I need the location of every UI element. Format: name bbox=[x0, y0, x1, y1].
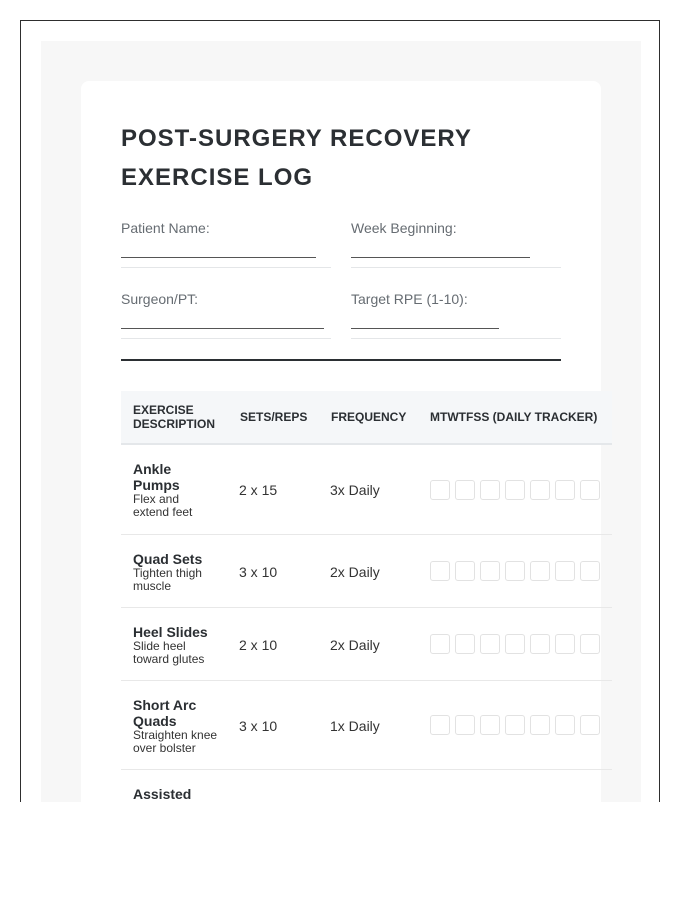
surgeon-pt-label: Surgeon/PT: bbox=[121, 291, 199, 307]
daily-tracker bbox=[430, 634, 600, 654]
col-exercise-line2: DESCRIPTION bbox=[133, 417, 216, 431]
exercise-title: Assisted bbox=[133, 786, 192, 802]
col-sets-reps: SETS/REPS bbox=[240, 410, 308, 424]
header-rule bbox=[121, 359, 561, 361]
page-frame bbox=[20, 20, 660, 802]
checkbox-sat[interactable] bbox=[555, 561, 575, 581]
checkbox-wed[interactable] bbox=[480, 561, 500, 581]
table-row bbox=[121, 445, 612, 535]
patient-name-input-line[interactable] bbox=[121, 257, 316, 258]
exercise-description: Flex and extend feet bbox=[133, 492, 193, 519]
checkbox-tue[interactable] bbox=[455, 561, 475, 581]
checkbox-mon[interactable] bbox=[430, 715, 450, 735]
exercise-title: Ankle Pumps bbox=[133, 461, 180, 493]
exercise-description: Straighten knee over bolster bbox=[133, 728, 218, 755]
page-title bbox=[121, 119, 541, 197]
exercise-name bbox=[133, 786, 223, 802]
table-row bbox=[121, 681, 612, 770]
exercise-name bbox=[133, 697, 218, 755]
frequency: 2x Daily bbox=[330, 564, 380, 580]
table-row bbox=[121, 770, 612, 802]
col-exercise-line1: EXERCISE bbox=[133, 403, 194, 417]
patient-name-label: Patient Name: bbox=[121, 220, 210, 236]
divider bbox=[351, 338, 561, 339]
checkbox-thu[interactable] bbox=[505, 480, 525, 500]
col-daily-tracker: MTWTFSS (DAILY TRACKER) bbox=[430, 410, 598, 424]
week-beginning-label: Week Beginning: bbox=[351, 220, 457, 236]
checkbox-fri[interactable] bbox=[530, 715, 550, 735]
daily-tracker bbox=[430, 715, 600, 735]
target-rpe-input-line[interactable] bbox=[351, 328, 499, 329]
exercise-title: Quad Sets bbox=[133, 551, 203, 567]
target-rpe-label: Target RPE (1-10): bbox=[351, 291, 468, 307]
frequency: 1x Daily bbox=[330, 718, 380, 734]
checkbox-fri[interactable] bbox=[530, 634, 550, 654]
exercise-name bbox=[133, 624, 223, 666]
exercise-name bbox=[133, 551, 223, 593]
exercise-name bbox=[133, 461, 203, 519]
daily-tracker bbox=[430, 561, 600, 581]
table-row bbox=[121, 535, 612, 608]
title-line-2: EXERCISE LOG bbox=[121, 164, 314, 191]
exercise-table bbox=[121, 391, 612, 802]
week-beginning-input-line[interactable] bbox=[351, 257, 530, 258]
exercise-title: Short Arc Quads bbox=[133, 697, 197, 729]
checkbox-fri[interactable] bbox=[530, 480, 550, 500]
checkbox-thu[interactable] bbox=[505, 715, 525, 735]
exercise-title: Heel Slides bbox=[133, 624, 208, 640]
checkbox-thu[interactable] bbox=[505, 634, 525, 654]
divider bbox=[121, 267, 331, 268]
checkbox-sat[interactable] bbox=[555, 480, 575, 500]
table-row bbox=[121, 608, 612, 681]
page-canvas bbox=[41, 41, 641, 802]
checkbox-tue[interactable] bbox=[455, 480, 475, 500]
exercise-log-card bbox=[81, 81, 601, 802]
target-rpe-field[interactable] bbox=[351, 291, 561, 307]
checkbox-tue[interactable] bbox=[455, 634, 475, 654]
checkbox-sat[interactable] bbox=[555, 634, 575, 654]
table-header bbox=[121, 391, 612, 445]
frequency: 3x Daily bbox=[330, 482, 380, 498]
divider bbox=[351, 267, 561, 268]
checkbox-mon[interactable] bbox=[430, 561, 450, 581]
col-frequency: FREQUENCY bbox=[331, 410, 407, 424]
surgeon-pt-input-line[interactable] bbox=[121, 328, 324, 329]
checkbox-mon[interactable] bbox=[430, 480, 450, 500]
checkbox-fri[interactable] bbox=[530, 561, 550, 581]
checkbox-sat[interactable] bbox=[555, 715, 575, 735]
checkbox-tue[interactable] bbox=[455, 715, 475, 735]
checkbox-mon[interactable] bbox=[430, 634, 450, 654]
sets-reps: 2 x 15 bbox=[239, 482, 278, 498]
checkbox-wed[interactable] bbox=[480, 634, 500, 654]
checkbox-sun[interactable] bbox=[580, 561, 600, 581]
title-line-1: POST-SURGERY RECOVERY bbox=[121, 125, 472, 152]
exercise-description: Slide heel toward glutes bbox=[133, 639, 205, 666]
divider bbox=[121, 338, 331, 339]
checkbox-sun[interactable] bbox=[580, 480, 600, 500]
sets-reps: 3 x 10 bbox=[239, 564, 278, 580]
col-exercise-description bbox=[133, 403, 215, 431]
sets-reps: 3 x 10 bbox=[239, 718, 278, 734]
exercise-description: Tighten thigh muscle bbox=[133, 566, 202, 593]
week-beginning-field[interactable] bbox=[351, 220, 561, 236]
checkbox-wed[interactable] bbox=[480, 480, 500, 500]
checkbox-sun[interactable] bbox=[580, 634, 600, 654]
sets-reps: 2 x 10 bbox=[239, 637, 278, 653]
frequency: 2x Daily bbox=[330, 637, 380, 653]
surgeon-pt-field[interactable] bbox=[121, 291, 331, 307]
patient-name-field[interactable] bbox=[121, 220, 331, 236]
checkbox-sun[interactable] bbox=[580, 715, 600, 735]
checkbox-thu[interactable] bbox=[505, 561, 525, 581]
checkbox-wed[interactable] bbox=[480, 715, 500, 735]
daily-tracker bbox=[430, 480, 600, 500]
